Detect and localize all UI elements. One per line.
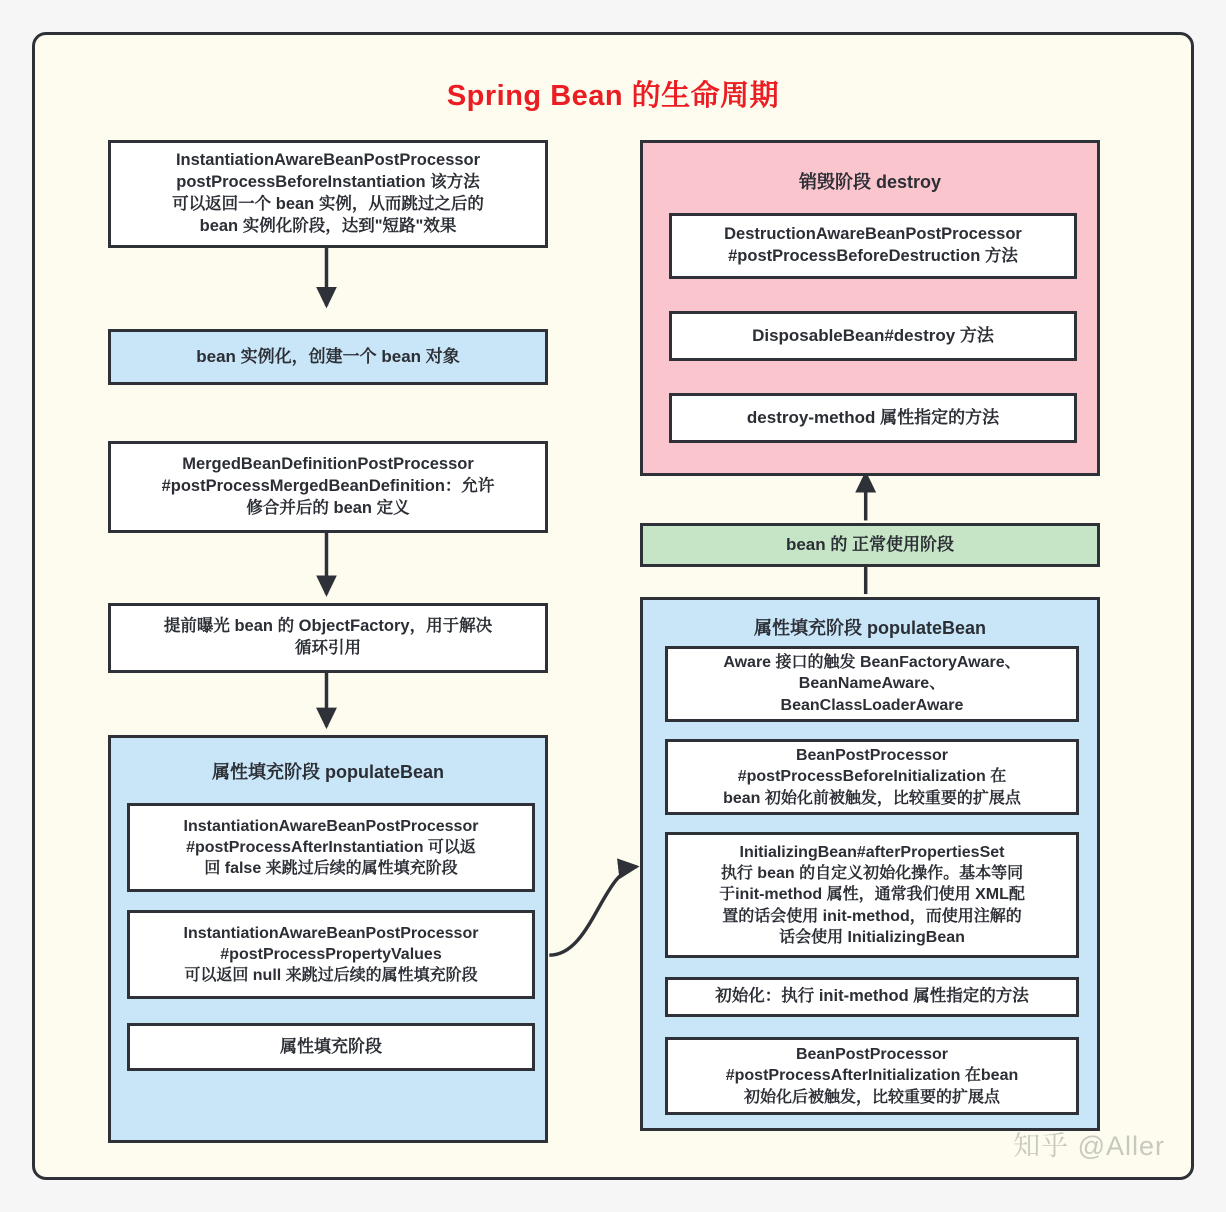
node-destroy-method-attribute[interactable]: destroy-method 属性指定的方法 [669, 393, 1077, 443]
node-object-factory-early-exposure[interactable]: 提前曝光 bean 的 ObjectFactory，用于解决 循环引用 [108, 603, 548, 673]
arrow-left-populate-to-right-populate [549, 867, 637, 956]
node-post-process-property-values[interactable]: InstantiationAwareBeanPostProcessor #postProcessPropertyValues 可以返回 null 来跳过后续的属性填充阶段 [127, 910, 535, 999]
node-initializing-bean-after-properties-set[interactable]: InitializingBean#afterPropertiesSet 执行 bean 的自定义初始化操作。基本等同 于init-method 属性，通常我们使用 XML配 置的话会使用 init-method，而使用注解的 话会使用 InitializingBean [665, 832, 1079, 958]
group-destroy-phase-title: 销毁阶段 destroy [798, 172, 942, 192]
group-populate-bean-right [640, 597, 1100, 1131]
node-init-method-initialization[interactable]: 初始化：执行 init-method 属性指定的方法 [665, 977, 1079, 1017]
node-bean-normal-use-phase[interactable]: bean 的 正常使用阶段 [640, 523, 1100, 567]
node-post-process-before-initialization[interactable]: BeanPostProcessor #postProcessBeforeInitialization 在 bean 初始化前被触发，比较重要的扩展点 [665, 739, 1079, 815]
watermark: 知乎 @Aller [1013, 1131, 1165, 1161]
diagram-card [32, 32, 1194, 1180]
node-post-process-after-initialization[interactable]: BeanPostProcessor #postProcessAfterInitialization 在bean 初始化后被触发，比较重要的扩展点 [665, 1037, 1079, 1115]
node-disposable-bean-destroy[interactable]: DisposableBean#destroy 方法 [669, 311, 1077, 361]
node-post-process-after-instantiation[interactable]: InstantiationAwareBeanPostProcessor #postProcessAfterInstantiation 可以返 回 false 来跳过后续的属性填充阶段 [127, 803, 535, 892]
page-title: Spring Bean 的生命周期 [446, 80, 780, 112]
group-destroy-phase [640, 140, 1100, 476]
node-property-population-stage[interactable]: 属性填充阶段 [127, 1023, 535, 1071]
group-populate-bean-left [108, 735, 548, 1143]
group-populate-bean-left-title: 属性填充阶段 populateBean [211, 762, 444, 782]
node-aware-interfaces[interactable]: Aware 接口的触发 BeanFactoryAware、 BeanNameAware、 BeanClassLoaderAware [665, 646, 1079, 722]
node-merged-bean-definition-post-processor[interactable]: MergedBeanDefinitionPostProcessor #postProcessMergedBeanDefinition：允许 修合并后的 bean 定义 [108, 441, 548, 533]
node-bean-instantiation[interactable]: bean 实例化，创建一个 bean 对象 [108, 329, 548, 385]
group-populate-bean-right-title: 属性填充阶段 populateBean [753, 618, 986, 638]
node-instantiation-aware-before-instantiation[interactable]: InstantiationAwareBeanPostProcessor postProcessBeforeInstantiation 该方法 可以返回一个 bean 实例，从而跳过之后的 bean 实例化阶段，达到"短路"效果 [108, 140, 548, 248]
node-destruction-aware-bean-post-processor[interactable]: DestructionAwareBeanPostProcessor #postProcessBeforeDestruction 方法 [669, 213, 1077, 279]
